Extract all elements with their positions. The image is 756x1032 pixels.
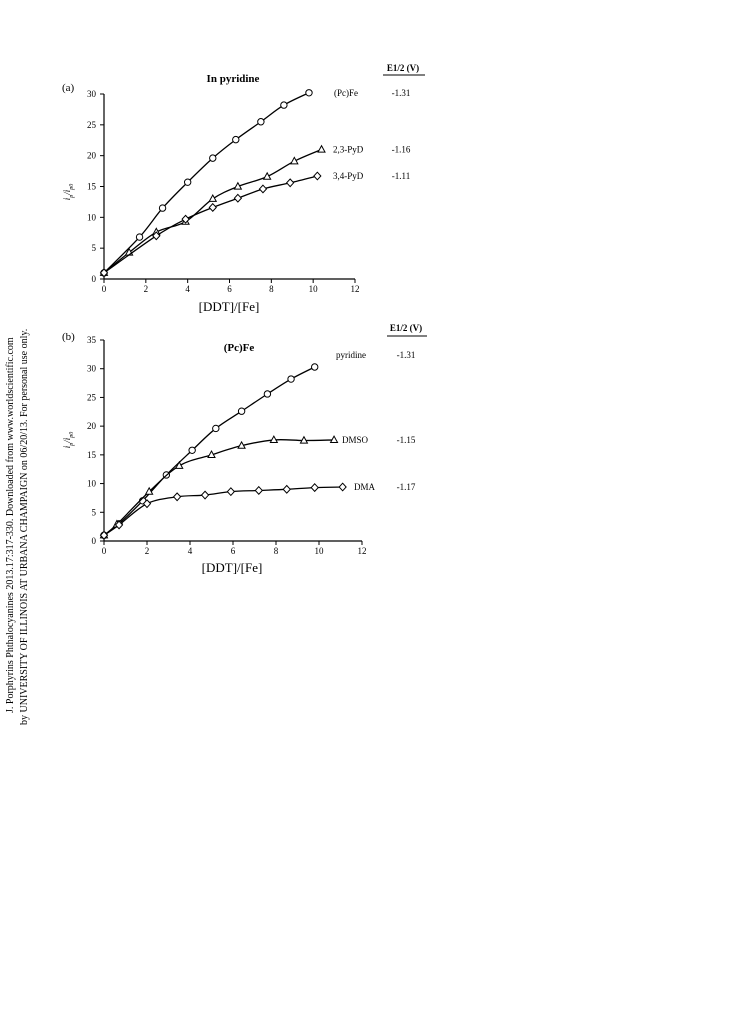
side-note-line-2: by UNIVERSITY OF ILLINOIS AT URBANA CHAMPAIGN on 06/20/13. For personal use only. [19, 328, 30, 725]
panel-a-series [101, 90, 326, 277]
x-tick-label: 8 [273, 546, 279, 556]
data-point-diamond [311, 484, 318, 492]
panel-b-ylabel: $i_p/i_{p0}$ [62, 431, 75, 449]
data-point-triangle [318, 146, 325, 152]
data-point-circle [210, 155, 216, 161]
chart-panel-b [62, 323, 427, 575]
x-tick-label: 4 [185, 284, 190, 294]
y-tick-label: 0 [91, 274, 96, 284]
y-tick-label: 20 [87, 421, 96, 432]
panel-b-axes [87, 335, 367, 556]
data-point-diamond [202, 491, 209, 499]
data-point-diamond [314, 172, 321, 180]
panel-a-ehalf-header: E1/2 (V) [386, 63, 420, 73]
data-point-circle [281, 102, 287, 108]
series-line-DMSO [104, 440, 334, 536]
panel-a-ylabel: $i_p/i_{p0}$ [62, 183, 75, 201]
data-point-circle [238, 408, 244, 414]
y-tick-label: 20 [87, 150, 96, 161]
data-point-circle [189, 447, 195, 453]
data-point-diamond [255, 487, 262, 495]
x-tick-label: 2 [143, 284, 149, 294]
panel-b-title: (Pc)Fe [223, 342, 255, 354]
panel-a-axes [87, 89, 360, 294]
chart-panel-a [62, 63, 425, 314]
y-tick-label: 30 [87, 89, 96, 99]
y-tick-label: 0 [91, 536, 96, 546]
panel-b-ehalf-header: E1/2 (V) [389, 323, 423, 333]
panel-a-title: In pyridine [206, 73, 260, 85]
data-point-circle [233, 136, 239, 142]
ehalf-value: -1.11 [391, 171, 411, 182]
y-tick-label: 35 [87, 335, 96, 345]
y-tick-label: 15 [87, 181, 96, 192]
panel-a-xlabel: [DDT]/[Fe] [198, 299, 260, 314]
series-label: DMSO [342, 434, 369, 445]
data-point-circle [264, 391, 270, 397]
ehalf-value: -1.15 [396, 434, 416, 445]
series-label: 2,3-PyD [333, 144, 364, 155]
data-point-triangle [209, 195, 216, 201]
panel-b-series [101, 364, 347, 539]
data-point-circle [258, 119, 264, 125]
data-point-circle [312, 364, 318, 370]
ehalf-value: -1.17 [396, 482, 416, 493]
panel-b-xlabel: [DDT]/[Fe] [201, 560, 263, 575]
data-point-circle [213, 425, 219, 431]
series-line-DMA [104, 487, 343, 535]
panel-b-label: (b) [62, 331, 75, 343]
side-note-line-1: J. Porphyrins Phthalocyanines 2013.17:317-330. Downloaded from www.worldscientific.com [5, 337, 16, 713]
data-point-circle [136, 234, 142, 240]
x-tick-label: 2 [144, 546, 150, 556]
series-line-pyridine [104, 367, 315, 535]
data-point-triangle [331, 436, 338, 442]
x-tick-label: 4 [187, 546, 193, 556]
series-label: 3,4-PyD [333, 171, 364, 182]
x-tick-label: 8 [269, 284, 274, 294]
series-line-3,4-PyD [104, 176, 317, 273]
data-point-diamond [227, 488, 234, 496]
data-point-diamond [287, 179, 294, 187]
data-point-circle [184, 179, 190, 185]
y-tick-label: 10 [87, 478, 96, 489]
series-label: pyridine [336, 349, 366, 360]
panel-b-series-labels [336, 350, 416, 492]
x-tick-label: 12 [350, 284, 360, 294]
x-tick-label: 12 [357, 546, 367, 556]
y-tick-label: 5 [91, 243, 96, 254]
x-tick-label: 10 [314, 546, 324, 556]
y-tick-label: 30 [87, 363, 96, 374]
ehalf-value: -1.31 [396, 349, 416, 360]
y-tick-label: 15 [87, 449, 96, 460]
data-point-diamond [339, 483, 346, 491]
x-tick-label: 6 [230, 546, 236, 556]
ehalf-value: -1.31 [391, 87, 411, 98]
y-tick-label: 25 [87, 119, 96, 130]
y-tick-label: 25 [87, 392, 96, 403]
x-tick-label: 6 [227, 284, 232, 294]
data-point-diamond [234, 194, 241, 202]
data-point-circle [306, 90, 312, 96]
data-point-diamond [209, 204, 216, 212]
series-label: DMA [354, 482, 376, 493]
x-tick-label: 10 [308, 284, 318, 294]
x-tick-label: 0 [101, 284, 107, 294]
ehalf-value: -1.16 [391, 144, 411, 155]
data-point-circle [288, 376, 294, 382]
data-point-diamond [174, 493, 181, 501]
series-line-(Pc)Fe [104, 93, 309, 273]
data-point-circle [159, 205, 165, 211]
y-tick-label: 10 [87, 212, 96, 223]
series-label: (Pc)Fe [334, 87, 358, 98]
data-point-diamond [283, 486, 290, 494]
y-tick-label: 5 [91, 507, 96, 518]
panel-a-label: (a) [62, 82, 75, 94]
data-point-diamond [259, 185, 266, 193]
x-tick-label: 0 [101, 546, 107, 556]
panel-a-series-labels [333, 88, 411, 181]
